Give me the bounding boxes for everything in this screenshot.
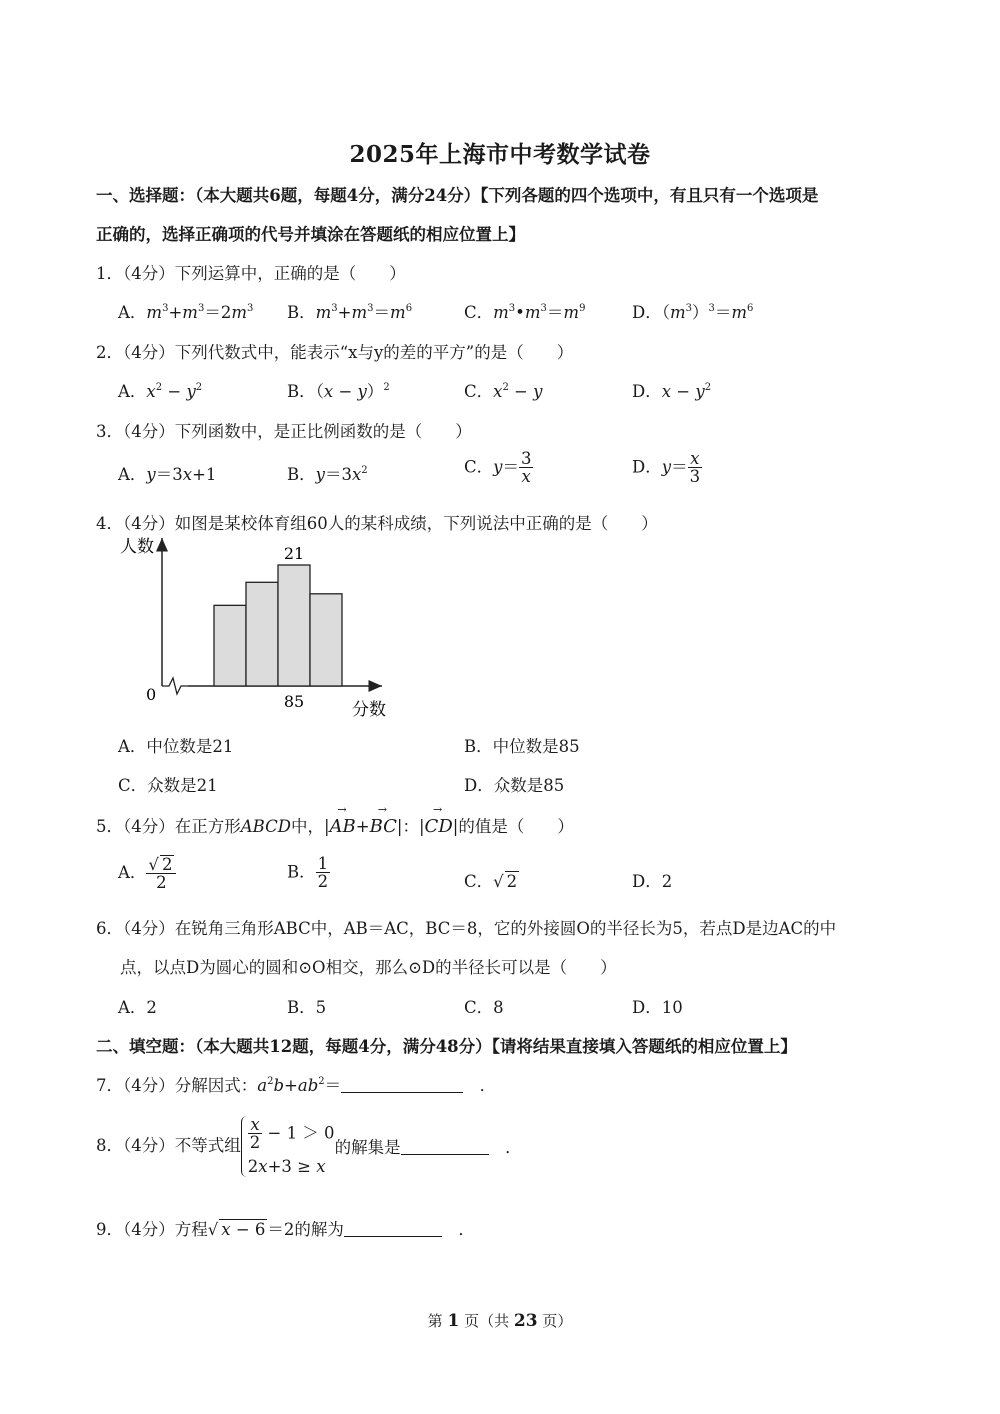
page-number: 1 [447, 1311, 460, 1331]
q1-option-c: C．$m^3•m^3=m^9$ [464, 303, 586, 322]
bar-data-label: 21 [283, 544, 305, 563]
q2-option-a: A．$x^2 - y^2$ [118, 382, 203, 401]
section2-heading: 二、填空题：（本大题共12题，每题4分，满分48分）【请将结果直接填入答题纸的相应位置上】 [96, 1037, 797, 1056]
q4-option-b: B．中位数是85 [464, 737, 580, 756]
q4-option-a: A．中位数是21 [118, 737, 234, 756]
q6-option-d: D．10 [632, 998, 683, 1017]
q8-answer-blank[interactable] [401, 1138, 489, 1155]
x-tick-label: 85 [283, 692, 305, 711]
histogram-bar [278, 565, 310, 686]
histogram-bar [310, 594, 342, 686]
q5-option-d: D．2 [632, 872, 673, 891]
q7-answer-blank[interactable] [341, 1076, 463, 1093]
q7-stem: 7．（4分）分解因式：$a^2b+ab^2=$ ． [96, 1076, 497, 1095]
q5-option-c: C．√ 2 [464, 872, 518, 891]
page-total: 23 [513, 1311, 538, 1331]
q6-option-c: C．8 [464, 998, 504, 1017]
page-title: 2025年上海市中考数学试卷 [349, 141, 651, 168]
q4-stem: 4．（4分）如图是某校体育组60人的某科成绩，下列说法中正确的是（ ） [96, 514, 658, 533]
q5-stem: 5．（4分）在正方形ABCD中，|→ AB+→ BC|：|→ CD|的值是（ ） [96, 813, 574, 837]
q1-option-d: D．$(m^3)^3=m^6$ [632, 303, 754, 322]
q3-option-c: C．y＝ $\frac{3}{x}$ [464, 449, 532, 487]
q3-option-d: D．y＝ $\frac{x}{3}$ [632, 449, 701, 487]
q1-stem: 1．（4分）下列运算中，正确的是（ ） [96, 264, 406, 283]
q9-answer-blank[interactable] [344, 1220, 442, 1237]
q3-option-b: B．$y=3x^2$ [287, 465, 368, 484]
histogram-bar [246, 582, 278, 686]
inequality-system: $\frac{x}{2}$ − 1 ＞ 0 2x+3 ≥ x [241, 1116, 335, 1177]
q9-stem: 9．（4分）方程√ x − 6 ＝2的解为 ． [96, 1220, 475, 1239]
q3-stem: 3．（4分）下列函数中，是正比例函数的是（ ） [96, 422, 472, 441]
histogram-bar [214, 605, 246, 686]
q6-stem-line1: 6．（4分）在锐角三角形ABC中，AB＝AC，BC＝8，它的外接圆O的半径长为5，若点D是边AC的中 [96, 919, 837, 938]
q4-option-d: D．众数是85 [464, 776, 565, 795]
q2-option-c: C．$x^2 - y$ [464, 382, 543, 401]
q6-stem-line2: 点，以点D为圆心的圆和⊙O相交，那么⊙D的半径长可以是（ ） [120, 958, 617, 977]
page-footer: 第 1 页（共 23 页） [427, 1311, 573, 1331]
bars-group [214, 544, 342, 711]
q3-option-a: A．y＝3x+1 [118, 465, 217, 484]
histogram-chart [110, 530, 410, 725]
q5-option-b: B． $\frac{1}{2}$ [287, 854, 329, 892]
q5-option-a: A． $\frac{√ 2}{2}$ [118, 855, 176, 892]
q1-option-a: A．$m^3+m^3=2m^3$ [118, 303, 254, 322]
q2-option-b: B．$(x - y)^2$ [287, 382, 390, 401]
section1-heading: 一、选择题：（本大题共6题，每题4分，满分24分）【下列各题的四个选项中，有且只有一个选项是 [96, 186, 819, 205]
y-axis-label: 人数 [120, 537, 154, 557]
q2-stem: 2．（4分）下列代数式中，能表示“x与y的差的平方”的是（ ） [96, 343, 574, 362]
q6-option-b: B．5 [287, 998, 327, 1017]
x-axis-label: 分数 [352, 700, 386, 720]
q1-option-b: B．$m^3+m^3=m^6$ [287, 303, 413, 322]
q4-option-c: C．众数是21 [118, 776, 218, 795]
origin-label: 0 [146, 685, 157, 704]
q6-option-a: A．2 [118, 998, 157, 1017]
q8-stem: 8．（4分）不等式组 $\frac{x}{2}$ − 1 ＞ 0 2x+3 ≥ x 的解集是 ． [96, 1115, 522, 1176]
axis-break-mark [162, 678, 188, 694]
q2-option-d: D．$x - y^2$ [632, 382, 712, 401]
section1-heading-cont: 正确的，选择正确项的代号并填涂在答题纸的相应位置上】 [96, 225, 525, 244]
